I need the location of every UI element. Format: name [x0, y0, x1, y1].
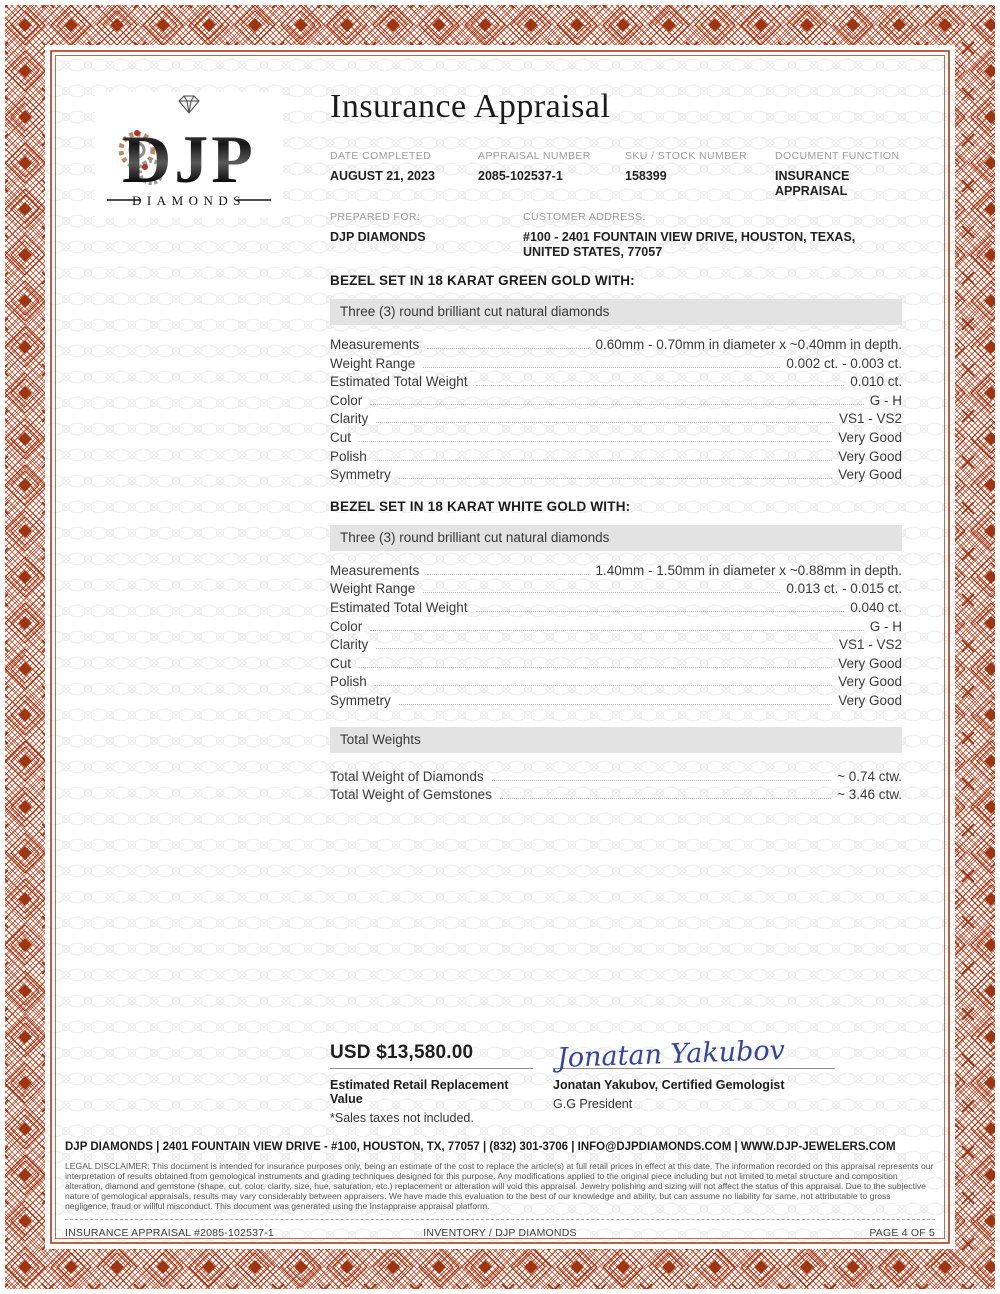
- meta-value: 158399: [625, 169, 667, 183]
- spec-value: VS1 - VS2: [838, 637, 902, 653]
- diamond-icon: [179, 96, 199, 113]
- valuation-column: [330, 1031, 533, 1125]
- spec-label: Clarity: [330, 637, 369, 653]
- footer-bar-inventory: INVENTORY / DJP DIAMONDS: [423, 1227, 577, 1239]
- dotted-leader: [370, 630, 863, 631]
- total-row: [330, 768, 902, 787]
- spec-value: 1.40mm - 1.50mm in diameter x ~0.88mm in depth.: [595, 562, 902, 578]
- dotted-leader: [500, 798, 831, 799]
- logo-sub-text: DIAMONDS: [131, 193, 247, 208]
- dotted-leader: [476, 611, 845, 612]
- meta-customer-address: [523, 211, 905, 260]
- spec-value: Very Good: [838, 674, 902, 690]
- spec-row: [330, 692, 902, 711]
- spec-row: [330, 562, 902, 581]
- footer-contact-line: DJP DIAMONDS | 2401 FOUNTAIN VIEW DRIVE - #100, HOUSTON, TX, 77057 | (832) 301-3706 | INFO@DJPDIAMONDS.COM | WWW.DJP-JEWELERS.COM: [65, 1141, 896, 1153]
- total-label: Total Weight of Diamonds: [330, 768, 484, 784]
- signature-script: Jonatan Yakubov: [556, 1035, 786, 1074]
- meta-document-function: [775, 150, 905, 199]
- total-value: ~ 0.74 ctw.: [837, 768, 902, 784]
- spec-row: [330, 580, 902, 599]
- footer-bar: [65, 1219, 935, 1239]
- valuation-signature-block: [330, 1031, 902, 1125]
- spec-row: [330, 355, 902, 374]
- spec-value: 0.60mm - 0.70mm in diameter x ~0.40mm in depth.: [595, 337, 902, 352]
- spec-label: Measurements: [330, 562, 420, 578]
- total-weights-banner: Total Weights: [330, 727, 902, 753]
- spec-label: Polish: [330, 674, 367, 690]
- spec-label: Color: [330, 392, 363, 408]
- spec-value: 0.040 ct.: [850, 599, 902, 615]
- signatory-title: G.G President: [553, 1097, 633, 1111]
- page-title: Insurance Appraisal: [330, 88, 611, 125]
- item-section-green-gold: [330, 273, 902, 485]
- spec-label: Cut: [330, 655, 352, 671]
- dotted-leader: [427, 574, 589, 575]
- meta-label: CUSTOMER ADDRESS:: [523, 211, 646, 223]
- spec-label: Weight Range: [330, 355, 416, 371]
- footer-bar-appraisal-ref: INSURANCE APPRAISAL #2085-102537-1: [65, 1227, 274, 1239]
- meta-label: DATE COMPLETED: [330, 150, 432, 162]
- dotted-leader: [476, 385, 845, 386]
- dotted-leader: [399, 478, 832, 479]
- footer-bar-page-number: PAGE 4 OF 5: [869, 1227, 935, 1239]
- spec-value: VS1 - VS2: [838, 411, 902, 427]
- spec-value: Very Good: [838, 429, 902, 445]
- spec-value: G - H: [869, 392, 902, 408]
- item-description-banner: Three (3) round brilliant cut natural diamonds: [330, 299, 902, 325]
- spec-label: Measurements: [330, 337, 420, 352]
- logo-brand-text: DJP: [122, 121, 256, 197]
- signatory-name: Jonatan Yakubov, Certified Gemologist: [553, 1078, 785, 1092]
- meta-value: DJP DIAMONDS: [330, 230, 426, 244]
- logo-graphic: [95, 92, 283, 218]
- spec-value: 0.013 ct. - 0.015 ct.: [786, 581, 902, 597]
- spec-label: Color: [330, 618, 363, 634]
- section-heading: BEZEL SET IN 18 KARAT WHITE GOLD WITH:: [330, 498, 631, 514]
- dotted-leader: [375, 460, 832, 461]
- total-value: ~ 3.46 ctw.: [837, 787, 902, 803]
- dotted-leader: [359, 441, 832, 442]
- total-row: [330, 786, 902, 805]
- spec-row: [330, 373, 902, 392]
- spec-label: Estimated Total Weight: [330, 374, 468, 390]
- spec-value: Very Good: [838, 467, 902, 483]
- appraised-value: USD $13,580.00: [330, 1042, 474, 1063]
- spec-row: [330, 336, 902, 355]
- djp-diamonds-logo: [95, 92, 283, 218]
- spec-row: [330, 429, 902, 448]
- spec-label: Cut: [330, 429, 352, 445]
- spec-list: [330, 562, 902, 711]
- total-label: Total Weight of Gemstones: [330, 787, 492, 803]
- dotted-leader: [423, 367, 780, 368]
- valuation-note: *Sales taxes not included.: [330, 1111, 474, 1125]
- dotted-leader: [423, 592, 780, 593]
- dotted-leader: [370, 404, 863, 405]
- dotted-leader: [376, 648, 833, 649]
- meta-date-completed: [330, 150, 478, 199]
- spec-value: G - H: [869, 618, 902, 634]
- spec-row: [330, 466, 902, 485]
- dotted-leader: [375, 685, 832, 686]
- meta-value: 2085-102537-1: [478, 169, 563, 183]
- spec-label: Clarity: [330, 411, 369, 427]
- valuation-caption: Estimated Retail Replacement Value: [330, 1078, 509, 1106]
- spec-value: Very Good: [838, 692, 902, 708]
- appraisal-body: [330, 273, 902, 805]
- spec-row: [330, 392, 902, 411]
- customer-meta-row: [330, 211, 905, 260]
- meta-prepared-for: [330, 211, 523, 260]
- dotted-leader: [492, 780, 832, 781]
- spec-label: Symmetry: [330, 692, 391, 708]
- valuation-rule: [330, 1068, 533, 1069]
- meta-value: #100 - 2401 FOUNTAIN VIEW DRIVE, HOUSTON, TEXAS, UNITED STATES, 77057: [523, 230, 856, 259]
- item-section-white-gold: [330, 499, 902, 711]
- meta-sku-stock-number: [625, 150, 775, 199]
- spec-value: Very Good: [838, 448, 902, 464]
- spec-label: Weight Range: [330, 581, 416, 597]
- spec-value: 0.002 ct. - 0.003 ct.: [786, 355, 902, 371]
- legal-disclaimer: LEGAL DISCLAIMER: This document is intended for insurance purposes only, being an estimate of the cost to replace the article(s) at full retail prices in effect at this date. The information recorded on this appraisal represents our interpretation of results obtained from gemological instruments and grading techniques designed for this purpose. Any modifications applied to the original piece including but not limited to metal structure and composition alteration, diamond and gemstone (shape, cut, color, clarity, size, hue, saturation, etc.) replacement or alteration will void this appraisal. Jewelry polishing and sizing will not affect the status of this appraisal. Due to the subjective nature of gemological appraisals, results may vary considerably between appraisers. We have made this evaluation to the best of our knowledge and ability, but can assume no liability for same, not attributable to gross negligence, fraud or willful misconduct. This document was generated using the Instappraise appraisal platform.: [65, 1161, 934, 1211]
- spec-row: [330, 673, 902, 692]
- spec-value: Very Good: [838, 655, 902, 671]
- section-heading: BEZEL SET IN 18 KARAT GREEN GOLD WITH:: [330, 273, 635, 288]
- meta-label: DOCUMENT FUNCTION: [775, 150, 900, 162]
- spec-row: [330, 636, 902, 655]
- dotted-leader: [376, 422, 833, 423]
- footer: [65, 1141, 935, 1212]
- spec-label: Estimated Total Weight: [330, 599, 468, 615]
- totals-list: [330, 768, 902, 805]
- meta-label: APPRAISAL NUMBER: [478, 150, 591, 162]
- meta-value: AUGUST 21, 2023: [330, 169, 435, 183]
- spec-value: 0.010 ct.: [850, 374, 902, 390]
- meta-label: PREPARED FOR:: [330, 211, 421, 223]
- meta-value: INSURANCE APPRAISAL: [775, 169, 850, 198]
- spec-row: [330, 655, 902, 674]
- document-meta-row: [330, 150, 905, 199]
- spec-row: [330, 448, 902, 467]
- spec-label: Symmetry: [330, 467, 391, 483]
- total-weights-section: [330, 727, 902, 805]
- dotted-leader: [427, 348, 589, 349]
- meta-label: SKU / STOCK NUMBER: [625, 150, 747, 162]
- dotted-leader: [399, 704, 832, 705]
- signature-column: [553, 1031, 835, 1125]
- spec-label: Polish: [330, 448, 367, 464]
- meta-appraisal-number: [478, 150, 625, 199]
- spec-row: [330, 599, 902, 618]
- spec-list: [330, 336, 902, 485]
- item-description-banner: Three (3) round brilliant cut natural diamonds: [330, 525, 902, 551]
- spec-row: [330, 618, 902, 637]
- spec-row: [330, 410, 902, 429]
- dotted-leader: [359, 667, 832, 668]
